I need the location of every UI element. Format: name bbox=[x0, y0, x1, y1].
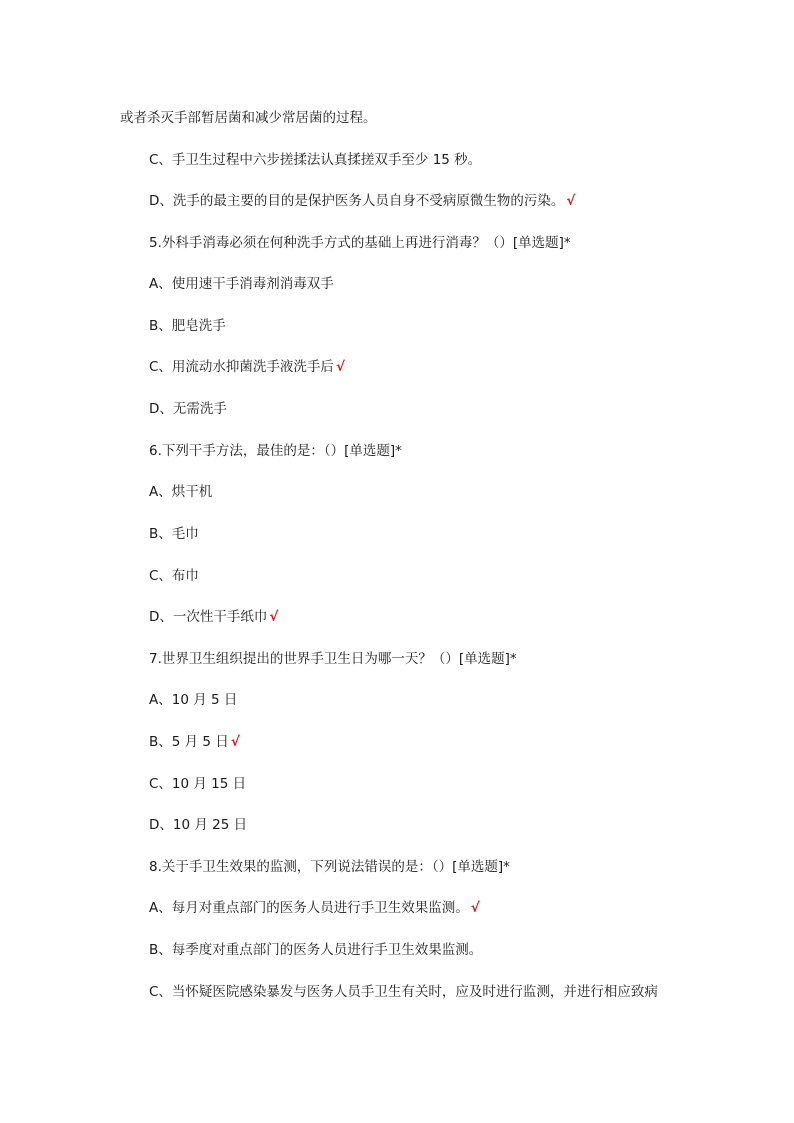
line-text: B、每季度对重点部门的医务人员进行手卫生效果监测。 bbox=[149, 942, 483, 958]
option-line bbox=[149, 482, 214, 502]
line-text: B、肥皂洗手 bbox=[149, 318, 226, 334]
question-line bbox=[149, 441, 404, 461]
line-text: A、使用速干手消毒剂消毒双手 bbox=[149, 276, 334, 292]
option-line bbox=[149, 607, 278, 627]
question-line bbox=[149, 649, 519, 669]
line-text: 6.下列干手方法，最佳的是：（）[单选题]* bbox=[149, 443, 402, 459]
line-text: D、无需洗手 bbox=[149, 401, 227, 417]
line-text: C、10 月 15 日 bbox=[149, 776, 247, 792]
line-text: 5.外科手消毒必须在何种洗手方式的基础上再进行消毒？（）[单选题]* bbox=[149, 235, 571, 251]
correct-mark: √ bbox=[335, 359, 345, 375]
correct-mark: √ bbox=[230, 734, 240, 750]
line-text: 8.关于手卫生效果的监测，下列说法错误的是：（）[单选题]* bbox=[149, 859, 510, 875]
line-text: B、5 月 5 日 bbox=[149, 734, 229, 750]
line-text: D、一次性干手纸巾 bbox=[149, 609, 268, 625]
option-line bbox=[149, 357, 345, 377]
option-line bbox=[149, 898, 480, 918]
line-text: C、布巾 bbox=[149, 568, 199, 584]
option-line bbox=[149, 150, 483, 170]
line-text: C、用流动水抑菌洗手液洗手后 bbox=[149, 359, 334, 375]
option-line bbox=[149, 316, 228, 336]
option-line bbox=[149, 274, 336, 294]
option-line bbox=[149, 940, 484, 960]
line-text: A、每月对重点部门的医务人员进行手卫生效果监测。 bbox=[149, 900, 469, 916]
option-line bbox=[149, 690, 239, 710]
question-line bbox=[149, 233, 573, 253]
line-text: B、毛巾 bbox=[149, 526, 199, 542]
line-text: D、10 月 25 日 bbox=[149, 817, 248, 833]
correct-mark: √ bbox=[269, 609, 279, 625]
line-text: C、手卫生过程中六步搓揉法认真揉搓双手至少 15 秒。 bbox=[149, 152, 482, 168]
option-line bbox=[149, 774, 248, 794]
option-line bbox=[149, 524, 201, 544]
line-text: D、洗手的最主要的目的是保护医务人员自身不受病原微生物的污染。 bbox=[149, 193, 565, 209]
line-text: A、烘干机 bbox=[149, 484, 213, 500]
option-line bbox=[149, 566, 201, 586]
correct-mark: √ bbox=[470, 900, 480, 916]
option-line bbox=[149, 982, 660, 1002]
correct-mark: √ bbox=[566, 193, 576, 209]
line-text: 7.世界卫生组织提出的世界手卫生日为哪一天？（）[单选题]* bbox=[149, 651, 517, 667]
option-line bbox=[149, 815, 249, 835]
option-line bbox=[149, 191, 575, 211]
line-text: A、10 月 5 日 bbox=[149, 692, 238, 708]
option-line bbox=[149, 732, 240, 752]
line-text: C、当怀疑医院感染暴发与医务人员手卫生有关时，应及时进行监测，并进行相应致病 bbox=[149, 984, 658, 1000]
continuation-text bbox=[120, 108, 377, 128]
option-line bbox=[149, 399, 229, 419]
question-line bbox=[149, 857, 512, 877]
continuation-text-content: 或者杀灭手部暂居菌和减少常居菌的过程。 bbox=[120, 110, 377, 126]
